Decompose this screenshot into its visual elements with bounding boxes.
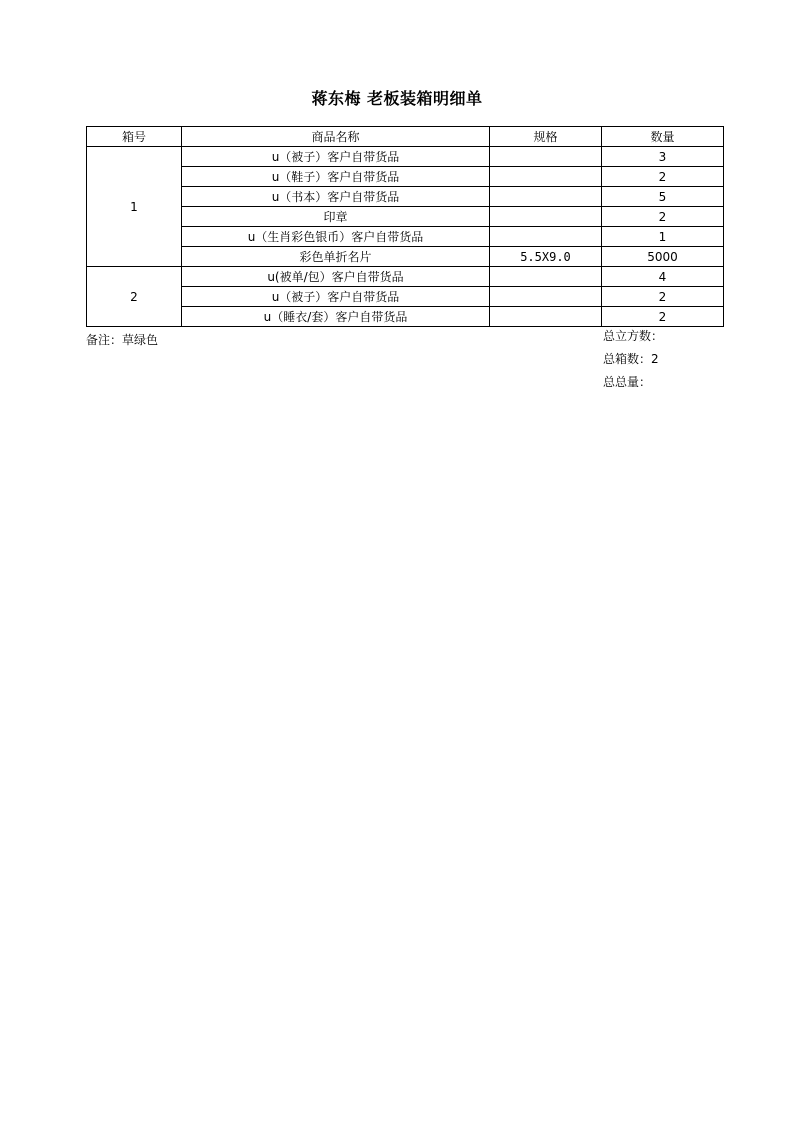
spec-cell <box>490 287 602 307</box>
spec-cell <box>490 307 602 327</box>
spec-cell <box>490 227 602 247</box>
table-row <box>87 307 724 327</box>
total-weight-label: 总总量： <box>603 375 652 389</box>
spec-cell <box>490 167 602 187</box>
table-row <box>87 247 724 267</box>
header-product-name: 商品名称 <box>182 127 490 147</box>
product-name-cell: u（书本）客户自带货品 <box>182 187 490 207</box>
header-box-no: 箱号 <box>87 127 182 147</box>
spec-cell <box>490 187 602 207</box>
table-row <box>87 287 724 307</box>
table-row <box>87 167 724 187</box>
product-name-cell: 印章 <box>182 207 490 227</box>
quantity-cell: 3 <box>602 147 724 167</box>
spec-cell <box>490 207 602 227</box>
remark-note: 备注：草绿色 <box>86 333 159 347</box>
quantity-cell: 5000 <box>602 247 724 267</box>
spec-cell: 5.5X9.0 <box>490 247 602 267</box>
product-name-cell: u（睡衣/套）客户自带货品 <box>182 307 490 327</box>
product-name-cell: u（生肖彩色银币）客户自带货品 <box>182 227 490 247</box>
box-no-cell: 2 <box>87 267 182 327</box>
table-row <box>87 147 724 167</box>
quantity-cell: 4 <box>602 267 724 287</box>
table-row <box>87 227 724 247</box>
quantity-cell: 2 <box>602 307 724 327</box>
product-name-cell: u（被子）客户自带货品 <box>182 147 490 167</box>
table-header-row <box>87 127 724 147</box>
quantity-cell: 5 <box>602 187 724 207</box>
header-quantity: 数量 <box>602 127 724 147</box>
product-name-cell: 彩色单折名片 <box>182 247 490 267</box>
spec-cell <box>490 147 602 167</box>
product-name-cell: u（鞋子）客户自带货品 <box>182 167 490 187</box>
table-row <box>87 267 724 287</box>
table-row <box>87 207 724 227</box>
total-volume-label: 总立方数： <box>603 329 664 343</box>
table-row <box>87 187 724 207</box>
quantity-cell: 1 <box>602 227 724 247</box>
total-boxes-label: 总箱数：2 <box>603 352 659 366</box>
box-no-cell: 1 <box>87 147 182 267</box>
totals-block <box>603 328 663 397</box>
document-title: 蒋东梅 老板装箱明细单 <box>311 89 483 108</box>
product-name-cell: u（被子）客户自带货品 <box>182 287 490 307</box>
header-spec: 规格 <box>490 127 602 147</box>
product-name-cell: u(被单/包）客户自带货品 <box>182 267 490 287</box>
quantity-cell: 2 <box>602 167 724 187</box>
quantity-cell: 2 <box>602 207 724 227</box>
packing-list-table <box>86 126 724 327</box>
spec-cell <box>490 267 602 287</box>
quantity-cell: 2 <box>602 287 724 307</box>
